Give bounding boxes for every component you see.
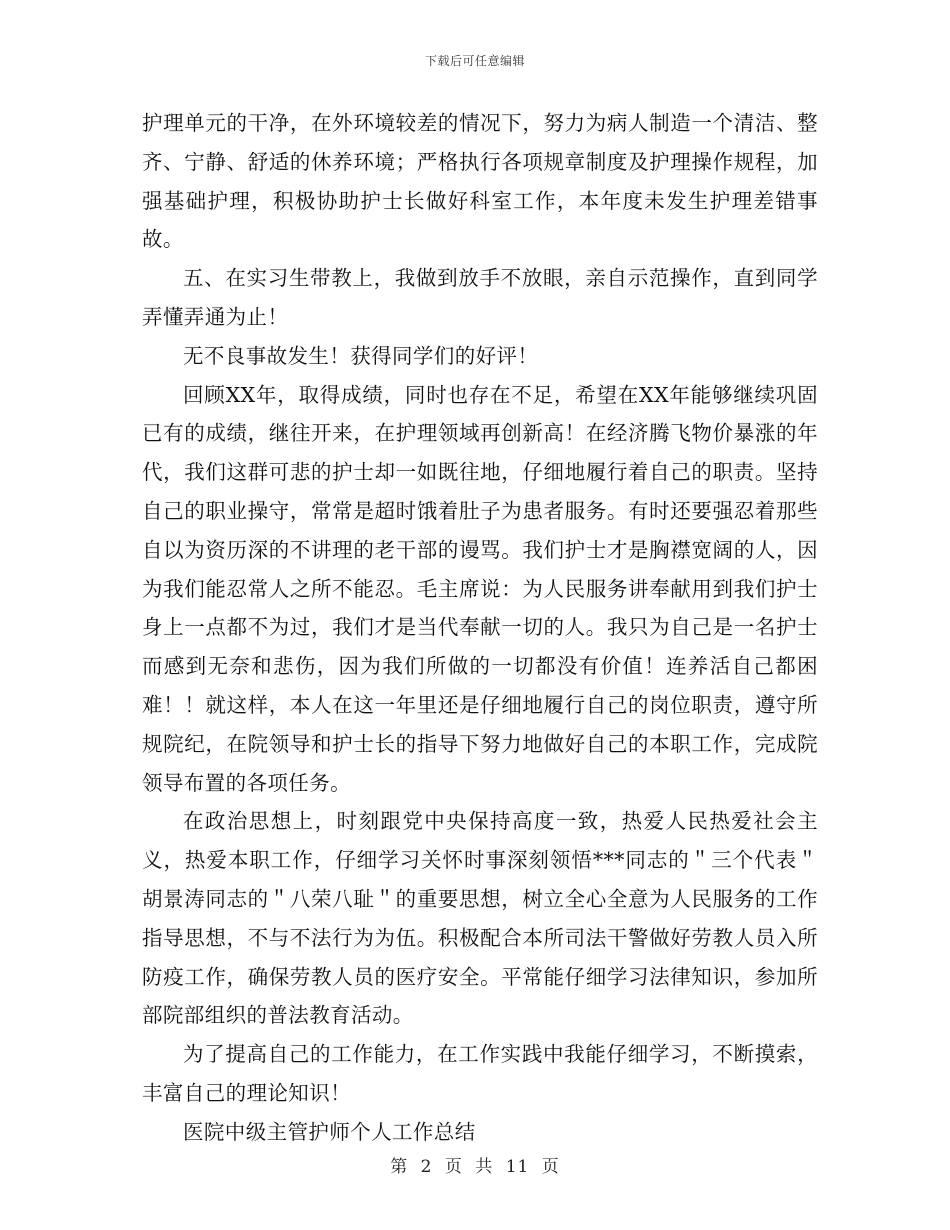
- paragraph-6: 为了提高自己的工作能力，在工作实践中我能仔细学习，不断摸索，丰富自己的理论知识！: [142, 1042, 818, 1105]
- page-header: 下载后可任意编辑: [424, 54, 525, 68]
- paragraph-1: 护理单元的干净，在外环境较差的情况下，努力为病人制造一个清洁、整齐、宁静、舒适的休养环境；严格执行各项规章制度及护理操作规程，加强基础护理，积极协助护士长做好科室工作，本年度未发生护理差错事故。: [142, 111, 818, 252]
- page-number-footer: 第 2 页 共 11 页: [390, 1157, 560, 1177]
- paragraph-3: 无不良事故发生！获得同学们的好评！: [183, 343, 539, 368]
- paragraph-4: 回顾XX年，取得成绩，同时也存在不足，希望在XX年能够继续巩固已有的成绩，继往开来，在护理领域再创新高！在经济腾飞物价暴涨的年代，我们这群可悲的护士却一如既往地，仔细地履行着自己的职责。坚持自己的职业操守，常常是超时饿着肚子为患者服务。有时还要强忍着那些自以为资历深的不讲理的老干部的谩骂。我们护士才是胸襟宽阔的人，因为我们能忍常人之所不能忍。毛主席说：为人民服务讲奉献用到我们护士身上一点都不为过，我们才是当代奉献一切的人。我只为自己是一名护士而感到无奈和悲伤，因为我们所做的一切都没有价值！连养活自己都困难！！就这样，本人在这一年里还是仔细地履行自己的岗位职责，遵守所规院纪，在院领导和护士长的指导下努力地做好自己的本职工作，完成院领导布置的各项任务。: [142, 382, 818, 795]
- paragraph-5: 在政治思想上，时刻跟党中央保持高度一致，热爱人民热爱社会主义，热爱本职工作，仔细学习关怀时事深刻领悟***同志的＂三个代表＂胡景涛同志的＂八荣八耻＂的重要思想，树立全心全意为人民服务的工作指导思想，不与不法行为为伍。积极配合本所司法干警做好劳教人员入所防疫工作，确保劳教人员的医疗安全。平常能仔细学习法律知识，参加所部院部组织的普法教育活动。: [142, 809, 818, 1028]
- paragraph-2: 五、在实习生带教上，我做到放手不放眼，亲自示范操作，直到同学弄懂弄通为止！: [142, 266, 818, 329]
- section-title: 医院中级主管护师个人工作总结: [183, 1119, 476, 1144]
- document-body: [142, 104, 818, 1152]
